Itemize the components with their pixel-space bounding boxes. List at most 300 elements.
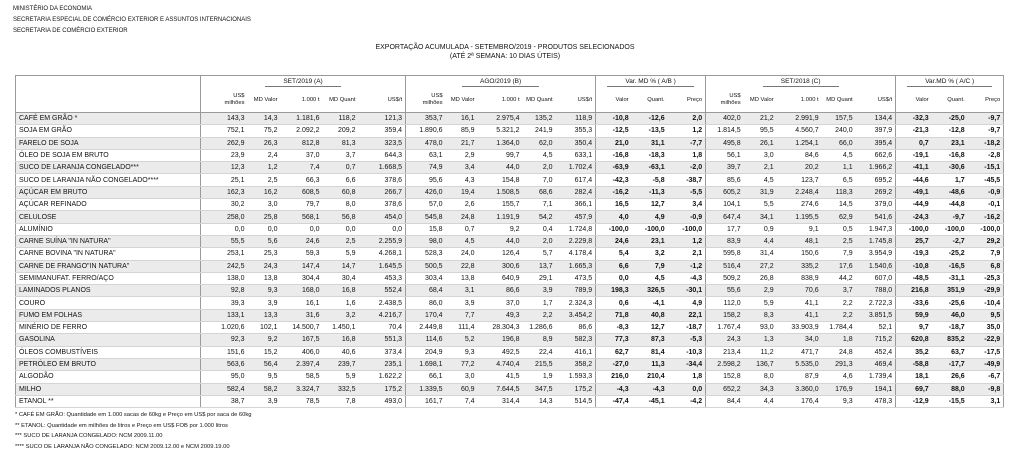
cell-set-2019-mil-t: 58,5 xyxy=(281,371,323,383)
product-name: FUMO EM FOLHAS xyxy=(16,309,201,321)
cell-ago-2019-usd-t: 3.454,2 xyxy=(556,309,596,321)
ministry-name: MINISTÉRIO DA ECONOMIA xyxy=(13,6,93,12)
cell-var-a-c-quant: -31,1 xyxy=(932,272,968,284)
cell-set-2019-usd-milhoes: 30,2 xyxy=(201,199,248,211)
cell-set-2018-mil-t: 41,1 xyxy=(777,309,822,321)
cell-set-2019-mil-t: 2.397,4 xyxy=(281,358,323,370)
cell-var-a-b-valor: 5,4 xyxy=(596,248,632,260)
group-label: Var. MD % ( A/B ) xyxy=(607,78,693,87)
column-header-set-2018-usd-t xyxy=(856,88,896,113)
cell-var-a-b-valor: 198,3 xyxy=(596,285,632,297)
cell-ago-2019-md-valor: 16,1 xyxy=(446,113,478,125)
cell-ago-2019-usd-t: 617,4 xyxy=(556,174,596,186)
cell-var-a-c-valor: -19,3 xyxy=(896,248,932,260)
cell-var-a-b-quant: -18,3 xyxy=(632,149,668,161)
cell-set-2018-usd-milhoes: 213,4 xyxy=(706,346,744,358)
cell-var-a-b-preco: -10,3 xyxy=(668,346,706,358)
column-header-var-a-b-quant xyxy=(632,88,668,113)
cell-var-a-b-quant: 12,7 xyxy=(632,199,668,211)
cell-set-2018-md-valor: 21,2 xyxy=(744,113,777,125)
product-name: SUCO DE LARANJA CONGELADO*** xyxy=(16,162,201,174)
cell-var-a-b-valor: -12,5 xyxy=(596,125,632,137)
cell-ago-2019-usd-t: 86,6 xyxy=(556,322,596,334)
group-header-var-a-b xyxy=(596,76,706,89)
column-label: MD Quant xyxy=(526,96,553,103)
cell-ago-2019-mil-t: 1.191,9 xyxy=(478,211,523,223)
product-name: COURO xyxy=(16,297,201,309)
column-label: Preço xyxy=(985,96,1001,103)
cell-set-2018-md-quant: 17,6 xyxy=(822,260,856,272)
cell-var-a-c-quant: -17,7 xyxy=(932,358,968,370)
cell-var-a-c-quant: -12,8 xyxy=(932,125,968,137)
cell-set-2019-md-valor: 9,2 xyxy=(248,334,281,346)
cell-set-2019-mil-t: 59,3 xyxy=(281,248,323,260)
cell-ago-2019-mil-t: 28.304,3 xyxy=(478,322,523,334)
cell-var-a-b-preco: -34,4 xyxy=(668,358,706,370)
cell-var-a-b-preco: -38,7 xyxy=(668,174,706,186)
cell-ago-2019-usd-t: 175,2 xyxy=(556,383,596,395)
cell-set-2018-md-quant: 66,0 xyxy=(822,137,856,149)
product-name: CELULOSE xyxy=(16,211,201,223)
cell-var-a-b-quant: 87,3 xyxy=(632,334,668,346)
cell-ago-2019-mil-t: 44,0 xyxy=(478,162,523,174)
cell-set-2019-md-quant: 3,2 xyxy=(323,309,359,321)
cell-ago-2019-md-quant: 62,0 xyxy=(523,137,556,149)
cell-var-a-b-quant: 7,9 xyxy=(632,260,668,272)
cell-var-a-b-quant: 40,8 xyxy=(632,309,668,321)
cell-set-2019-mil-t: 16,1 xyxy=(281,297,323,309)
cell-set-2019-md-quant: 6,6 xyxy=(323,174,359,186)
cell-ago-2019-md-quant: 5,7 xyxy=(523,248,556,260)
cell-var-a-c-valor: -32,3 xyxy=(896,113,932,125)
cell-var-a-c-quant: -30,6 xyxy=(932,162,968,174)
cell-var-a-c-valor: 9,7 xyxy=(896,322,932,334)
cell-set-2019-md-valor: 5,6 xyxy=(248,235,281,247)
cell-set-2019-usd-t: 493,0 xyxy=(359,395,406,407)
cell-var-a-b-valor: -42,3 xyxy=(596,174,632,186)
cell-var-a-b-valor: -16,2 xyxy=(596,186,632,198)
cell-set-2018-mil-t: 838,9 xyxy=(777,272,822,284)
cell-set-2019-md-valor: 24,3 xyxy=(248,260,281,272)
cell-var-a-b-preco: 3,4 xyxy=(668,199,706,211)
cell-set-2018-usd-milhoes: 39,7 xyxy=(706,162,744,174)
cell-set-2019-usd-milhoes: 143,3 xyxy=(201,113,248,125)
cell-ago-2019-mil-t: 1.508,5 xyxy=(478,186,523,198)
cell-set-2018-usd-t: 788,0 xyxy=(856,285,896,297)
column-label: 1.000 t xyxy=(301,96,320,103)
cell-set-2018-usd-t: 3.954,9 xyxy=(856,248,896,260)
column-header-ago-2019-usd-t xyxy=(556,88,596,113)
cell-var-a-c-quant: -25,0 xyxy=(932,113,968,125)
cell-ago-2019-usd-t: 4.178,4 xyxy=(556,248,596,260)
cell-var-a-b-preco: 0,0 xyxy=(668,383,706,395)
cell-set-2019-usd-t: 453,3 xyxy=(359,272,406,284)
cell-set-2019-usd-milhoes: 133,1 xyxy=(201,309,248,321)
cell-set-2019-usd-t: 4.216,7 xyxy=(359,309,406,321)
cell-var-a-b-preco: -7,7 xyxy=(668,137,706,149)
cell-set-2019-md-quant: 0,7 xyxy=(323,162,359,174)
cell-set-2018-usd-t: 1.966,2 xyxy=(856,162,896,174)
table-row xyxy=(16,285,1004,297)
cell-set-2019-usd-milhoes: 23,9 xyxy=(201,149,248,161)
cell-set-2018-usd-t: 1.540,6 xyxy=(856,260,896,272)
cell-set-2019-usd-milhoes: 39,3 xyxy=(201,297,248,309)
cell-set-2018-md-valor: 8,3 xyxy=(744,309,777,321)
cell-var-a-c-quant: -25,2 xyxy=(932,248,968,260)
cell-set-2018-usd-milhoes: 24,3 xyxy=(706,334,744,346)
cell-ago-2019-usd-milhoes: 161,7 xyxy=(406,395,446,407)
cell-set-2018-mil-t: 2.991,9 xyxy=(777,113,822,125)
cell-set-2019-mil-t: 304,4 xyxy=(281,272,323,284)
cell-set-2019-usd-t: 2.438,5 xyxy=(359,297,406,309)
cell-ago-2019-usd-milhoes: 63,1 xyxy=(406,149,446,161)
cell-set-2019-md-valor: 0,0 xyxy=(248,223,281,235)
cell-set-2019-md-valor: 13,3 xyxy=(248,309,281,321)
cell-ago-2019-usd-milhoes: 66,1 xyxy=(406,371,446,383)
cell-var-a-c-valor: -100,0 xyxy=(896,223,932,235)
column-header-var-a-c-quant xyxy=(932,88,968,113)
cell-var-a-b-quant: -63,1 xyxy=(632,162,668,174)
cell-var-a-c-preco: 29,2 xyxy=(968,235,1004,247)
cell-set-2019-md-quant: 332,5 xyxy=(323,383,359,395)
column-header-var-a-c-valor xyxy=(896,88,932,113)
cell-set-2018-md-quant: 2,2 xyxy=(822,309,856,321)
cell-set-2019-usd-t: 2.255,9 xyxy=(359,235,406,247)
cell-set-2018-usd-milhoes: 56,1 xyxy=(706,149,744,161)
cell-set-2018-usd-t: 194,1 xyxy=(856,383,896,395)
cell-var-a-c-preco: -2,8 xyxy=(968,149,1004,161)
table-row xyxy=(16,125,1004,137)
cell-ago-2019-usd-t: 789,9 xyxy=(556,285,596,297)
cell-ago-2019-usd-milhoes: 15,8 xyxy=(406,223,446,235)
cell-ago-2019-usd-t: 1.702,4 xyxy=(556,162,596,174)
column-header-set-2019-usd-milhoes xyxy=(201,88,248,113)
cell-set-2018-md-quant: 291,3 xyxy=(822,358,856,370)
cell-set-2019-md-valor: 2,5 xyxy=(248,174,281,186)
cell-set-2019-usd-t: 552,4 xyxy=(359,285,406,297)
column-label: MD Valor xyxy=(450,96,475,103)
cell-set-2019-mil-t: 7,4 xyxy=(281,162,323,174)
group-header-row xyxy=(16,76,1004,89)
cell-ago-2019-md-valor: 22,8 xyxy=(446,260,478,272)
cell-ago-2019-usd-milhoes: 114,6 xyxy=(406,334,446,346)
product-name: ÓLEO DE SOJA EM BRUTO xyxy=(16,149,201,161)
cell-set-2019-md-valor: 9,3 xyxy=(248,285,281,297)
cell-set-2018-usd-t: 715,2 xyxy=(856,334,896,346)
cell-var-a-c-valor: -49,1 xyxy=(896,186,932,198)
group-label: Var.MD % ( A/C ) xyxy=(907,78,992,87)
cell-var-a-b-preco: 4,9 xyxy=(668,297,706,309)
cell-ago-2019-md-quant: 2,0 xyxy=(523,162,556,174)
cell-var-a-b-quant: -12,6 xyxy=(632,113,668,125)
column-label: US$ milhões xyxy=(720,93,741,106)
cell-var-a-b-preco: 22,1 xyxy=(668,309,706,321)
cell-ago-2019-mil-t: 196,8 xyxy=(478,334,523,346)
cell-var-a-c-quant: 26,6 xyxy=(932,371,968,383)
cell-var-a-c-valor: -58,8 xyxy=(896,358,932,370)
column-label: MD Valor xyxy=(253,96,278,103)
cell-ago-2019-usd-t: 633,1 xyxy=(556,149,596,161)
product-header-cell xyxy=(16,76,201,113)
footnote: *** SUCO DE LARANJA CONGELADO: NCM 2009.11.00 xyxy=(15,433,163,439)
cell-var-a-b-valor: 0,6 xyxy=(596,297,632,309)
cell-ago-2019-usd-t: 457,9 xyxy=(556,211,596,223)
cell-ago-2019-md-quant: 54,2 xyxy=(523,211,556,223)
cell-var-a-c-preco: 6,8 xyxy=(968,260,1004,272)
secretariat-name: SECRETARIA DE COMÉRCIO EXTERIOR xyxy=(13,28,128,34)
cell-ago-2019-md-valor: 2,6 xyxy=(446,199,478,211)
column-header-var-a-c-preco xyxy=(968,88,1004,113)
cell-ago-2019-md-valor: 24,8 xyxy=(446,211,478,223)
cell-var-a-c-valor: -24,3 xyxy=(896,211,932,223)
cell-set-2019-md-valor: 14,3 xyxy=(248,113,281,125)
cell-set-2018-md-quant: 1.784,4 xyxy=(822,322,856,334)
cell-var-a-b-quant: 23,1 xyxy=(632,235,668,247)
cell-ago-2019-md-quant: 241,9 xyxy=(523,125,556,137)
cell-var-a-c-preco: -18,2 xyxy=(968,137,1004,149)
cell-set-2018-usd-milhoes: 1.814,5 xyxy=(706,125,744,137)
cell-var-a-b-preco: 1,8 xyxy=(668,371,706,383)
cell-set-2019-usd-milhoes: 162,3 xyxy=(201,186,248,198)
cell-ago-2019-md-valor: 3,1 xyxy=(446,285,478,297)
cell-ago-2019-md-quant: 1,7 xyxy=(523,297,556,309)
group-header-set-2019 xyxy=(201,76,406,89)
cell-var-a-b-valor: 6,6 xyxy=(596,260,632,272)
cell-set-2018-mil-t: 87,9 xyxy=(777,371,822,383)
cell-ago-2019-md-valor: 7,4 xyxy=(446,395,478,407)
column-header-ago-2019-usd-milhoes xyxy=(406,88,446,113)
cell-set-2019-usd-milhoes: 258,0 xyxy=(201,211,248,223)
cell-var-a-b-quant: -11,3 xyxy=(632,186,668,198)
cell-set-2019-usd-milhoes: 563,6 xyxy=(201,358,248,370)
cell-set-2019-usd-milhoes: 12,3 xyxy=(201,162,248,174)
column-label: US$ milhões xyxy=(224,93,245,106)
cell-var-a-c-quant: -15,5 xyxy=(932,395,968,407)
cell-set-2019-usd-t: 323,5 xyxy=(359,137,406,149)
cell-var-a-c-preco: -25,3 xyxy=(968,272,1004,284)
cell-set-2018-md-valor: 26,8 xyxy=(744,272,777,284)
cell-ago-2019-usd-t: 282,4 xyxy=(556,186,596,198)
cell-var-a-c-preco: -45,5 xyxy=(968,174,1004,186)
cell-var-a-c-preco: -16,2 xyxy=(968,211,1004,223)
cell-ago-2019-md-quant: 4,5 xyxy=(523,149,556,161)
cell-set-2018-mil-t: 41,1 xyxy=(777,297,822,309)
cell-set-2019-mil-t: 78,5 xyxy=(281,395,323,407)
cell-set-2019-md-valor: 3,9 xyxy=(248,395,281,407)
cell-set-2018-usd-t: 469,4 xyxy=(856,358,896,370)
cell-set-2019-mil-t: 66,3 xyxy=(281,174,323,186)
cell-set-2019-usd-t: 378,6 xyxy=(359,199,406,211)
cell-set-2018-md-quant: 14,5 xyxy=(822,199,856,211)
cell-set-2018-mil-t: 1.195,5 xyxy=(777,211,822,223)
product-name: CARNE SUÍNA "IN NATURA" xyxy=(16,235,201,247)
cell-set-2019-mil-t: 812,8 xyxy=(281,137,323,149)
column-header-ago-2019-md-valor xyxy=(446,88,478,113)
cell-set-2018-md-valor: 2,9 xyxy=(744,285,777,297)
cell-ago-2019-mil-t: 37,0 xyxy=(478,297,523,309)
cell-set-2018-mil-t: 33.903,9 xyxy=(777,322,822,334)
column-header-ago-2019-mil-t xyxy=(478,88,523,113)
cell-set-2019-usd-milhoes: 0,0 xyxy=(201,223,248,235)
cell-ago-2019-usd-milhoes: 86,0 xyxy=(406,297,446,309)
column-header-set-2018-md-valor xyxy=(744,88,777,113)
cell-ago-2019-md-valor: 9,3 xyxy=(446,346,478,358)
cell-set-2018-md-valor: 5,5 xyxy=(744,199,777,211)
cell-set-2019-md-quant: 239,7 xyxy=(323,358,359,370)
cell-var-a-c-valor: -44,6 xyxy=(896,174,932,186)
table-row xyxy=(16,211,1004,223)
cell-var-a-b-preco: -4,2 xyxy=(668,395,706,407)
table-row xyxy=(16,260,1004,272)
cell-set-2019-usd-t: 378,6 xyxy=(359,174,406,186)
cell-set-2019-usd-milhoes: 242,5 xyxy=(201,260,248,272)
cell-set-2018-md-quant: 44,2 xyxy=(822,272,856,284)
table-body xyxy=(16,113,1004,408)
cell-set-2019-md-valor: 56,4 xyxy=(248,358,281,370)
cell-set-2018-usd-t: 607,0 xyxy=(856,272,896,284)
column-label: Quant. xyxy=(647,96,665,103)
cell-set-2018-md-valor: 27,2 xyxy=(744,260,777,272)
cell-ago-2019-usd-milhoes: 1.890,6 xyxy=(406,125,446,137)
product-name: GASOLINA xyxy=(16,334,201,346)
cell-set-2018-md-quant: 118,3 xyxy=(822,186,856,198)
product-name: CARNE DE FRANGO"IN NATURA" xyxy=(16,260,201,272)
cell-ago-2019-mil-t: 9,2 xyxy=(478,223,523,235)
cell-var-a-c-quant: 835,2 xyxy=(932,334,968,346)
cell-set-2019-md-quant: 5,9 xyxy=(323,248,359,260)
cell-var-a-b-preco: -1,2 xyxy=(668,260,706,272)
cell-set-2019-usd-t: 4.268,1 xyxy=(359,248,406,260)
table-row xyxy=(16,248,1004,260)
cell-ago-2019-mil-t: 7.644,5 xyxy=(478,383,523,395)
cell-set-2018-usd-milhoes: 83,9 xyxy=(706,235,744,247)
cell-ago-2019-md-valor: 111,4 xyxy=(446,322,478,334)
column-header-set-2019-md-valor xyxy=(248,88,281,113)
cell-ago-2019-md-quant: 1,9 xyxy=(523,371,556,383)
cell-set-2019-usd-milhoes: 138,0 xyxy=(201,272,248,284)
cell-ago-2019-md-quant: 0,4 xyxy=(523,223,556,235)
cell-var-a-c-preco: -9,8 xyxy=(968,383,1004,395)
cell-ago-2019-usd-milhoes: 95,6 xyxy=(406,174,446,186)
cell-set-2019-mil-t: 0,0 xyxy=(281,223,323,235)
cell-var-a-c-valor: -10,8 xyxy=(896,260,932,272)
cell-var-a-c-valor: 216,8 xyxy=(896,285,932,297)
cell-var-a-c-preco: -0,1 xyxy=(968,199,1004,211)
cell-set-2019-md-quant: 2,5 xyxy=(323,235,359,247)
footnote: * CAFÉ EM GRÃO: Quantidade em 1.000 sacas de 60kg e Preço em US$ por saca de 60kg xyxy=(15,412,252,418)
cell-var-a-c-preco: -29,9 xyxy=(968,285,1004,297)
cell-set-2018-usd-t: 3.851,5 xyxy=(856,309,896,321)
cell-set-2018-usd-milhoes: 85,6 xyxy=(706,174,744,186)
cell-var-a-b-quant: 326,5 xyxy=(632,285,668,297)
cell-var-a-b-quant: -5,8 xyxy=(632,174,668,186)
cell-set-2018-md-quant: 0,5 xyxy=(822,223,856,235)
cell-var-a-c-valor: 69,7 xyxy=(896,383,932,395)
cell-set-2019-md-quant: 5,9 xyxy=(323,371,359,383)
cell-var-a-b-preco: -2,0 xyxy=(668,162,706,174)
report-title: EXPORTAÇÃO ACUMULADA - SETEMBRO/2019 - PRODUTOS SELECIONADOS xyxy=(375,44,635,51)
cell-var-a-b-quant: -4,3 xyxy=(632,383,668,395)
cell-var-a-b-valor: -4,3 xyxy=(596,383,632,395)
cell-set-2019-md-quant: 209,2 xyxy=(323,125,359,137)
group-header-set-2018 xyxy=(706,76,896,89)
cell-ago-2019-md-valor: 4,3 xyxy=(446,174,478,186)
cell-set-2018-md-valor: 3,0 xyxy=(744,149,777,161)
table-row xyxy=(16,272,1004,284)
product-name: CARNE BOVINA "IN NATURA" xyxy=(16,248,201,260)
cell-ago-2019-mil-t: 86,6 xyxy=(478,285,523,297)
cell-var-a-b-preco: 2,0 xyxy=(668,113,706,125)
cell-set-2018-md-valor: 136,7 xyxy=(744,358,777,370)
cell-ago-2019-mil-t: 126,4 xyxy=(478,248,523,260)
cell-set-2019-md-valor: 58,2 xyxy=(248,383,281,395)
cell-set-2018-usd-t: 1.745,8 xyxy=(856,235,896,247)
cell-ago-2019-usd-t: 350,4 xyxy=(556,137,596,149)
cell-var-a-c-quant: -25,6 xyxy=(932,297,968,309)
footnote: ** ETANOL: Quantidade em milhões de litros e Preço em US$ FOB por 1.000 litros xyxy=(15,422,228,429)
cell-ago-2019-usd-t: 355,3 xyxy=(556,125,596,137)
cell-ago-2019-usd-milhoes: 68,4 xyxy=(406,285,446,297)
cell-ago-2019-usd-milhoes: 426,0 xyxy=(406,186,446,198)
cell-set-2018-usd-milhoes: 652,2 xyxy=(706,383,744,395)
cell-ago-2019-md-quant: 29,1 xyxy=(523,272,556,284)
cell-set-2018-md-valor: 95,5 xyxy=(744,125,777,137)
cell-set-2019-md-valor: 9,5 xyxy=(248,371,281,383)
cell-var-a-b-preco: 1,2 xyxy=(668,125,706,137)
column-label: Preço xyxy=(687,96,703,103)
cell-set-2018-md-valor: 4,4 xyxy=(744,395,777,407)
cell-set-2018-mil-t: 34,0 xyxy=(777,334,822,346)
group-header-ago-2019 xyxy=(406,76,596,89)
cell-set-2018-md-valor: 8,0 xyxy=(744,371,777,383)
cell-set-2018-usd-milhoes: 17,7 xyxy=(706,223,744,235)
cell-set-2018-mil-t: 70,6 xyxy=(777,285,822,297)
cell-ago-2019-mil-t: 154,8 xyxy=(478,174,523,186)
cell-var-a-b-valor: 0,0 xyxy=(596,272,632,284)
cell-set-2018-usd-t: 695,2 xyxy=(856,174,896,186)
cell-ago-2019-md-valor: 24,0 xyxy=(446,248,478,260)
cell-set-2018-md-valor: 93,0 xyxy=(744,322,777,334)
column-header-set-2019-usd-t xyxy=(359,88,406,113)
cell-ago-2019-mil-t: 300,6 xyxy=(478,260,523,272)
cell-set-2018-md-quant: 4,5 xyxy=(822,149,856,161)
cell-ago-2019-md-valor: 0,7 xyxy=(446,223,478,235)
cell-ago-2019-usd-milhoes: 1.339,5 xyxy=(406,383,446,395)
cell-set-2018-usd-milhoes: 509,2 xyxy=(706,272,744,284)
cell-ago-2019-md-quant: 14,3 xyxy=(523,395,556,407)
cell-var-a-b-quant: 210,4 xyxy=(632,371,668,383)
cell-set-2018-usd-milhoes: 104,1 xyxy=(706,199,744,211)
cell-set-2018-usd-milhoes: 158,2 xyxy=(706,309,744,321)
cell-set-2018-usd-t: 478,3 xyxy=(856,395,896,407)
cell-set-2019-usd-t: 0,0 xyxy=(359,223,406,235)
report-title-block xyxy=(0,43,1010,61)
table-row xyxy=(16,162,1004,174)
cell-var-a-c-quant: -2,7 xyxy=(932,235,968,247)
cell-var-a-b-valor: 16,5 xyxy=(596,199,632,211)
cell-set-2018-md-valor: 4,5 xyxy=(744,174,777,186)
cell-set-2019-usd-t: 373,4 xyxy=(359,346,406,358)
cell-var-a-c-quant: 23,1 xyxy=(932,137,968,149)
cell-set-2019-mil-t: 3.324,7 xyxy=(281,383,323,395)
product-name: SEMIMANUFAT. FERRO/AÇO xyxy=(16,272,201,284)
cell-set-2019-md-quant: 14,7 xyxy=(323,260,359,272)
product-name: PETRÓLEO EM BRUTO xyxy=(16,358,201,370)
cell-var-a-b-quant: 31,1 xyxy=(632,137,668,149)
cell-set-2018-md-quant: 2,2 xyxy=(822,297,856,309)
cell-var-a-b-quant: -13,5 xyxy=(632,125,668,137)
cell-ago-2019-usd-t: 2.324,3 xyxy=(556,297,596,309)
